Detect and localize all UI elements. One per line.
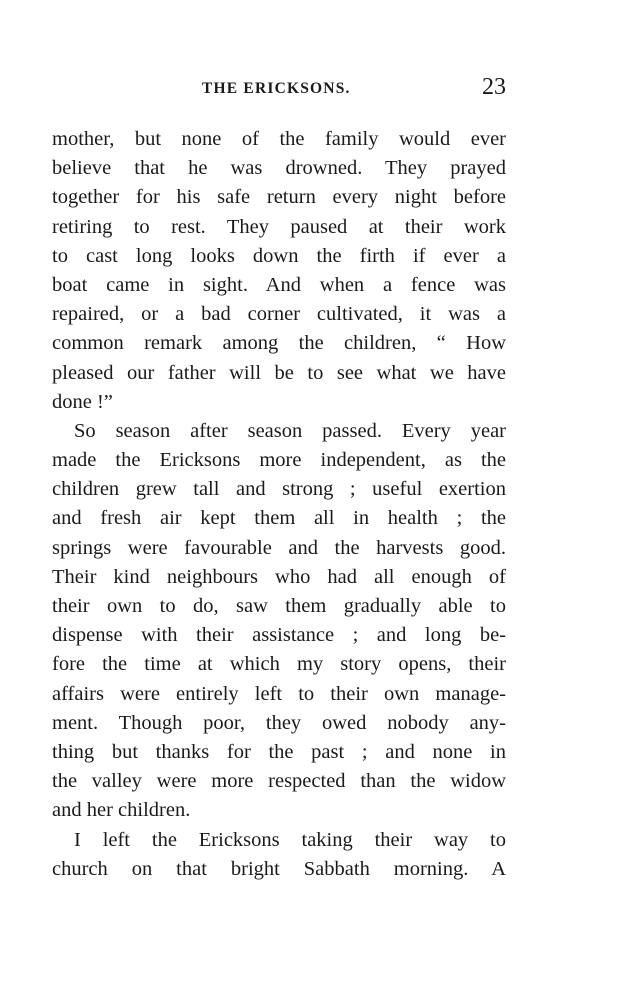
text-line: pleased our father will be to see what we have bbox=[52, 361, 506, 384]
text-line: mother, but none of the family would ever bbox=[52, 128, 506, 150]
text-line: church on that bright Sabbath morning. A bbox=[52, 857, 506, 880]
text-line: dispense with their assistance ; and long be- bbox=[52, 624, 506, 647]
text-line: the valley were more respected than the widow bbox=[52, 770, 506, 793]
text-line: repaired, or a bad corner cultivated, it was a bbox=[52, 303, 506, 326]
text-line: affairs were entirely left to their own manage- bbox=[52, 682, 506, 705]
running-head bbox=[52, 74, 506, 104]
page-number: 23 bbox=[482, 74, 506, 100]
text-line: So season after season passed. Every year bbox=[74, 419, 506, 442]
text-line: boat came in sight. And when a fence was bbox=[52, 273, 506, 296]
text-line: fore the time at which my story opens, their bbox=[52, 653, 506, 676]
running-title: THE ERICKSONS. bbox=[202, 80, 351, 97]
text-line: thing but thanks for the past ; and none in bbox=[52, 740, 506, 763]
text-line: done !” bbox=[52, 390, 113, 413]
text-line: I left the Ericksons taking their way to bbox=[74, 828, 506, 851]
text-line: to cast long looks down the firth if ever a bbox=[52, 244, 506, 267]
text-line: ment. Though poor, they owed nobody any- bbox=[52, 711, 506, 734]
text-line: and fresh air kept them all in health ; the bbox=[52, 507, 506, 530]
text-line: together for his safe return every night before bbox=[52, 186, 506, 209]
text-line: Their kind neighbours who had all enough of bbox=[52, 565, 506, 588]
text-line: children grew tall and strong ; useful exertion bbox=[52, 478, 506, 501]
text-line: and her children. bbox=[52, 799, 191, 822]
text-line: common remark among the children, “ How bbox=[52, 332, 506, 355]
text-line: believe that he was drowned. They prayed bbox=[52, 157, 506, 180]
text-line: their own to do, saw them gradually able to bbox=[52, 595, 506, 617]
text-line: made the Ericksons more independent, as the bbox=[52, 449, 506, 472]
body-text bbox=[52, 125, 506, 884]
text-line: retiring to rest. They paused at their work bbox=[52, 215, 506, 238]
text-line: springs were favourable and the harvests good. bbox=[52, 536, 506, 559]
